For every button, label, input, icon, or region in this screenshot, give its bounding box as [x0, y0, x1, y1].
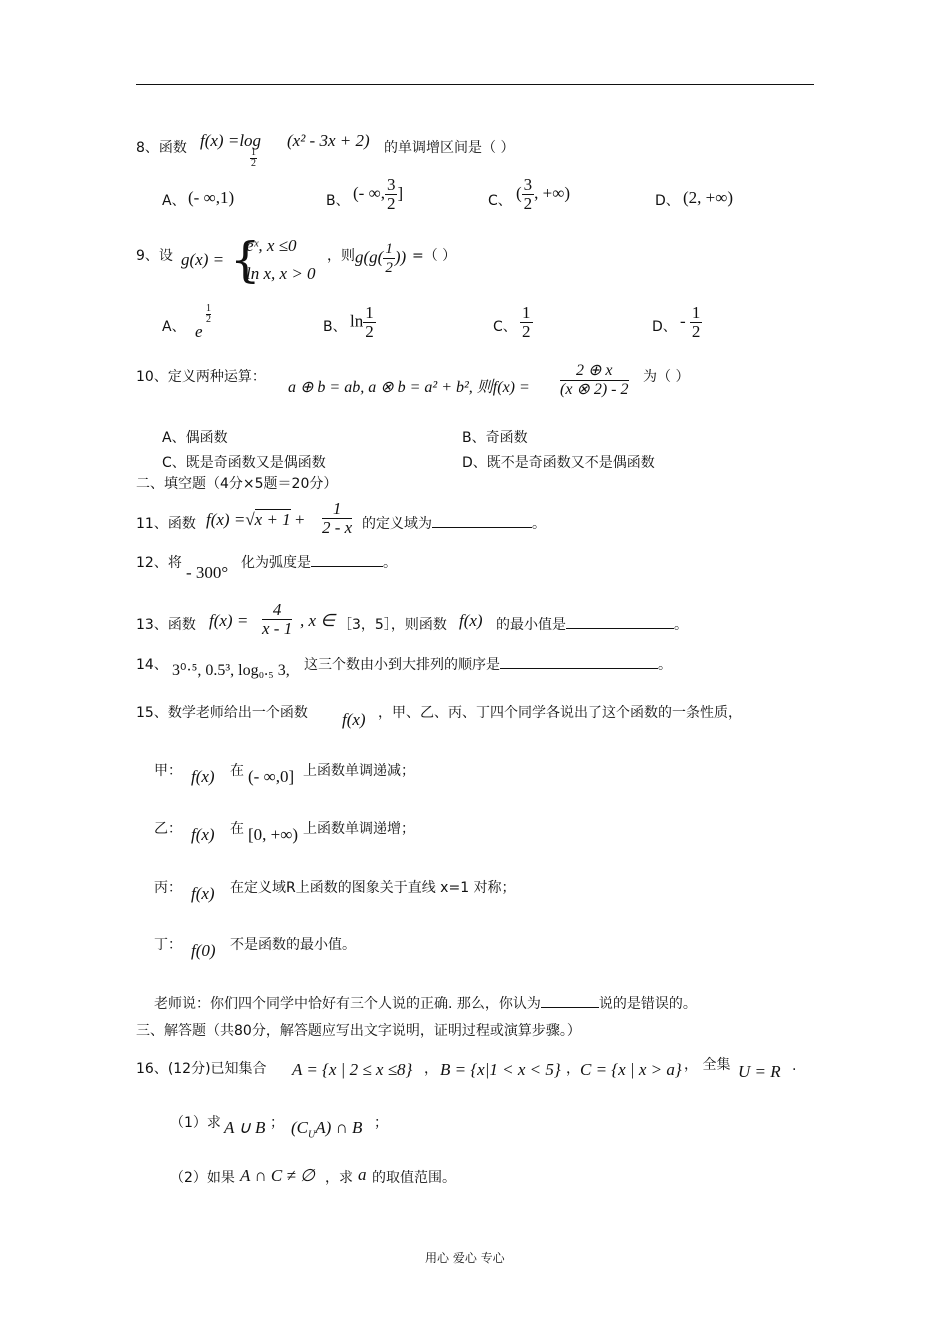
q16-separator-1: ， — [424, 1061, 438, 1077]
q16-part2-mid: ，求 — [325, 1170, 353, 1186]
q16-set-c: C = {x | x > a} — [580, 1060, 682, 1079]
q8-option-b: (- ∞, $\frac{3}{2}$ ] — [353, 175, 404, 213]
q12-angle: - 300° — [186, 563, 229, 582]
q11-function: f(x) =√x + 1 + — [206, 510, 305, 529]
q8-option-c-label: C、 — [488, 193, 512, 209]
q10-number: 10、定义两种运算： — [136, 369, 266, 385]
q15-bing-label: 丙： — [154, 880, 182, 896]
q14-answer-blank[interactable] — [500, 654, 658, 669]
q8-option-b-label: B、 — [326, 193, 350, 209]
q9-option-a-label: A、 — [162, 319, 186, 335]
q9-mid: ，则 — [327, 248, 355, 264]
q16-period: . — [792, 1058, 797, 1074]
q15-jia-interval: (- ∞,0] — [248, 767, 295, 786]
q15-yi-label: 乙： — [154, 821, 182, 837]
q12-answer-blank[interactable] — [311, 552, 383, 567]
q15-yi-interval: [0, +∞) — [248, 825, 299, 844]
q15-ding-label: 丁： — [154, 937, 182, 953]
q9-option-c-label: C、 — [493, 319, 517, 335]
q9-gg: g(g( $\frac{1}{2}$ )) — [355, 241, 407, 276]
q9-option-d: - $\frac{1}{2}$ — [680, 303, 701, 341]
q16-separator-2: ， — [566, 1061, 580, 1077]
q13-answer-blank[interactable] — [566, 614, 674, 629]
q10-tail: 为（ ） — [643, 369, 690, 385]
q8-option-c: ( $\frac{3}{2}$ , +∞) — [516, 175, 571, 213]
section-2-heading: 二、填空题（4分×5题＝20分） — [136, 476, 338, 492]
q9-case-1: eˣ, x ≤0 — [246, 236, 297, 255]
q8-option-d: (2, +∞) — [683, 188, 734, 207]
q15-fx: f(x) — [342, 710, 366, 729]
q8-log-base: 1 2 — [251, 147, 256, 169]
q16-part2-condition: A ∩ C ≠ ∅ — [240, 1166, 315, 1185]
q10-option-c: C、既是奇函数又是偶函数 — [162, 455, 326, 471]
q9-option-d-label: D、 — [652, 319, 677, 335]
q15-ding-tail: 不是函数的最小值。 — [230, 937, 356, 953]
q8-function: f(x) =log — [200, 131, 262, 150]
q8-option-a: (- ∞,1) — [188, 188, 235, 207]
q16-part1-label: （1）求 — [170, 1115, 221, 1131]
header-rule — [136, 84, 814, 85]
q15-bing-f: f(x) — [191, 884, 215, 903]
q15-jia-f: f(x) — [191, 767, 215, 786]
q14-tail: 这三个数由小到大排列的顺序是 。 — [304, 654, 672, 674]
q10-option-d: D、既不是奇函数又不是偶函数 — [462, 455, 655, 471]
q10-definition: a ⊕ b = ab, a ⊗ b = a² + b², 则f(x) = — [288, 379, 530, 396]
q9-option-b: ln $\frac{1}{2}$ — [350, 303, 374, 341]
q16-universal-label: ， 全集 — [684, 1057, 731, 1073]
q15-intro-post: ，甲、乙、丙、丁四个同学各说出了这个函数的一条性质， — [378, 705, 742, 721]
section-3-heading: 三、解答题（共80分，解答题应写出文字说明，证明过程或演算步骤。） — [136, 1023, 581, 1039]
q8-tail: 的单调增区间是（ ） — [384, 140, 515, 156]
q16-part1-sep: ； — [270, 1115, 284, 1131]
q9-option-a: e — [195, 322, 203, 341]
q11-number: 11、函数 — [136, 516, 196, 532]
q11-fraction: $\frac{1}{2 - x}$ — [322, 499, 353, 537]
q16-part1-complement: $(C_UA)$ ∩ B — [291, 1118, 363, 1141]
q15-teacher: 老师说：你们四个同学中恰好有三个人说的正确. 那么，你认为 说的是错误的。 — [154, 993, 697, 1013]
q9-g-def: g(x) = — [181, 250, 225, 269]
q9-number: 9、设 — [136, 248, 173, 264]
q16-set-b: B = {x|1 < x < 5} — [440, 1060, 561, 1079]
q9-option-a-exponent: 1 2 — [206, 303, 211, 325]
q16-intro: 16、(12分)已知集合 — [136, 1061, 267, 1077]
q15-intro-pre: 15、数学老师给出一个函数 — [136, 705, 308, 721]
q15-bing-tail: 在定义域R上函数的图象关于直线 x=1 对称； — [230, 880, 516, 896]
q11-answer-blank[interactable] — [432, 513, 532, 528]
q16-universal-set: U = R — [738, 1062, 781, 1081]
q15-jia-tail: 上函数单调递减； — [303, 763, 415, 779]
q13-function: f(x) = — [209, 611, 249, 630]
q16-part1-union: A ∪ B — [224, 1118, 266, 1137]
q13-condition: , x ∈ — [300, 611, 336, 630]
q12-number: 12、将 — [136, 555, 182, 571]
q12-tail: 化为弧度是 。 — [241, 552, 397, 572]
q9-case-2: ln x, x > 0 — [246, 264, 316, 283]
q13-number: 13、函数 — [136, 617, 196, 633]
q15-jia-mid: 在 — [230, 763, 244, 779]
q15-yi-mid: 在 — [230, 821, 244, 837]
page-footer: 用心 爱心 专心 — [425, 1251, 505, 1265]
q8-option-a-label: A、 — [162, 193, 186, 209]
q8-argument: (x² - 3x + 2) — [287, 131, 370, 150]
q13-tail: 的最小值是 。 — [496, 614, 688, 634]
q16-part1-end: ； — [374, 1115, 388, 1131]
q15-yi-f: f(x) — [191, 825, 215, 844]
q9-brace: { — [230, 232, 261, 288]
q15-ding-f: f(0) — [191, 941, 216, 960]
q15-jia-label: 甲： — [154, 763, 182, 779]
q10-fraction: $\frac{2 \oplus x}{(x \otimes 2) - 2}$ — [560, 362, 629, 398]
q15-answer-blank[interactable] — [541, 993, 599, 1008]
q15-yi-tail: 上函数单调递增； — [303, 821, 415, 837]
q9-option-b-label: B、 — [323, 319, 347, 335]
q14-number: 14、 — [136, 657, 168, 673]
q9-option-c: $\frac{1}{2}$ — [522, 303, 531, 341]
q16-part2-tail: 的取值范围。 — [372, 1170, 456, 1186]
q16-set-a: A = {x | 2 ≤ x ≤8} — [292, 1060, 413, 1079]
q16-part2-label: （2）如果 — [170, 1170, 235, 1186]
q13-range: ［3，5］，则函数 — [338, 617, 447, 633]
q14-values: 3⁰·⁵, 0.5³, log₀.₅ 3, — [172, 662, 290, 679]
q16-part2-a: a — [358, 1165, 367, 1184]
q13-fraction: $\frac{4}{x - 1}$ — [262, 600, 293, 638]
q10-option-a: A、偶函数 — [162, 430, 228, 446]
q13-fx: f(x) — [459, 611, 483, 630]
q8-number: 8、函数 — [136, 140, 187, 156]
q9-tail: =（ ） — [412, 248, 457, 264]
q11-tail: 的定义域为 。 — [362, 513, 546, 533]
q8-option-d-label: D、 — [655, 193, 680, 209]
q10-option-b: B、奇函数 — [462, 430, 528, 446]
